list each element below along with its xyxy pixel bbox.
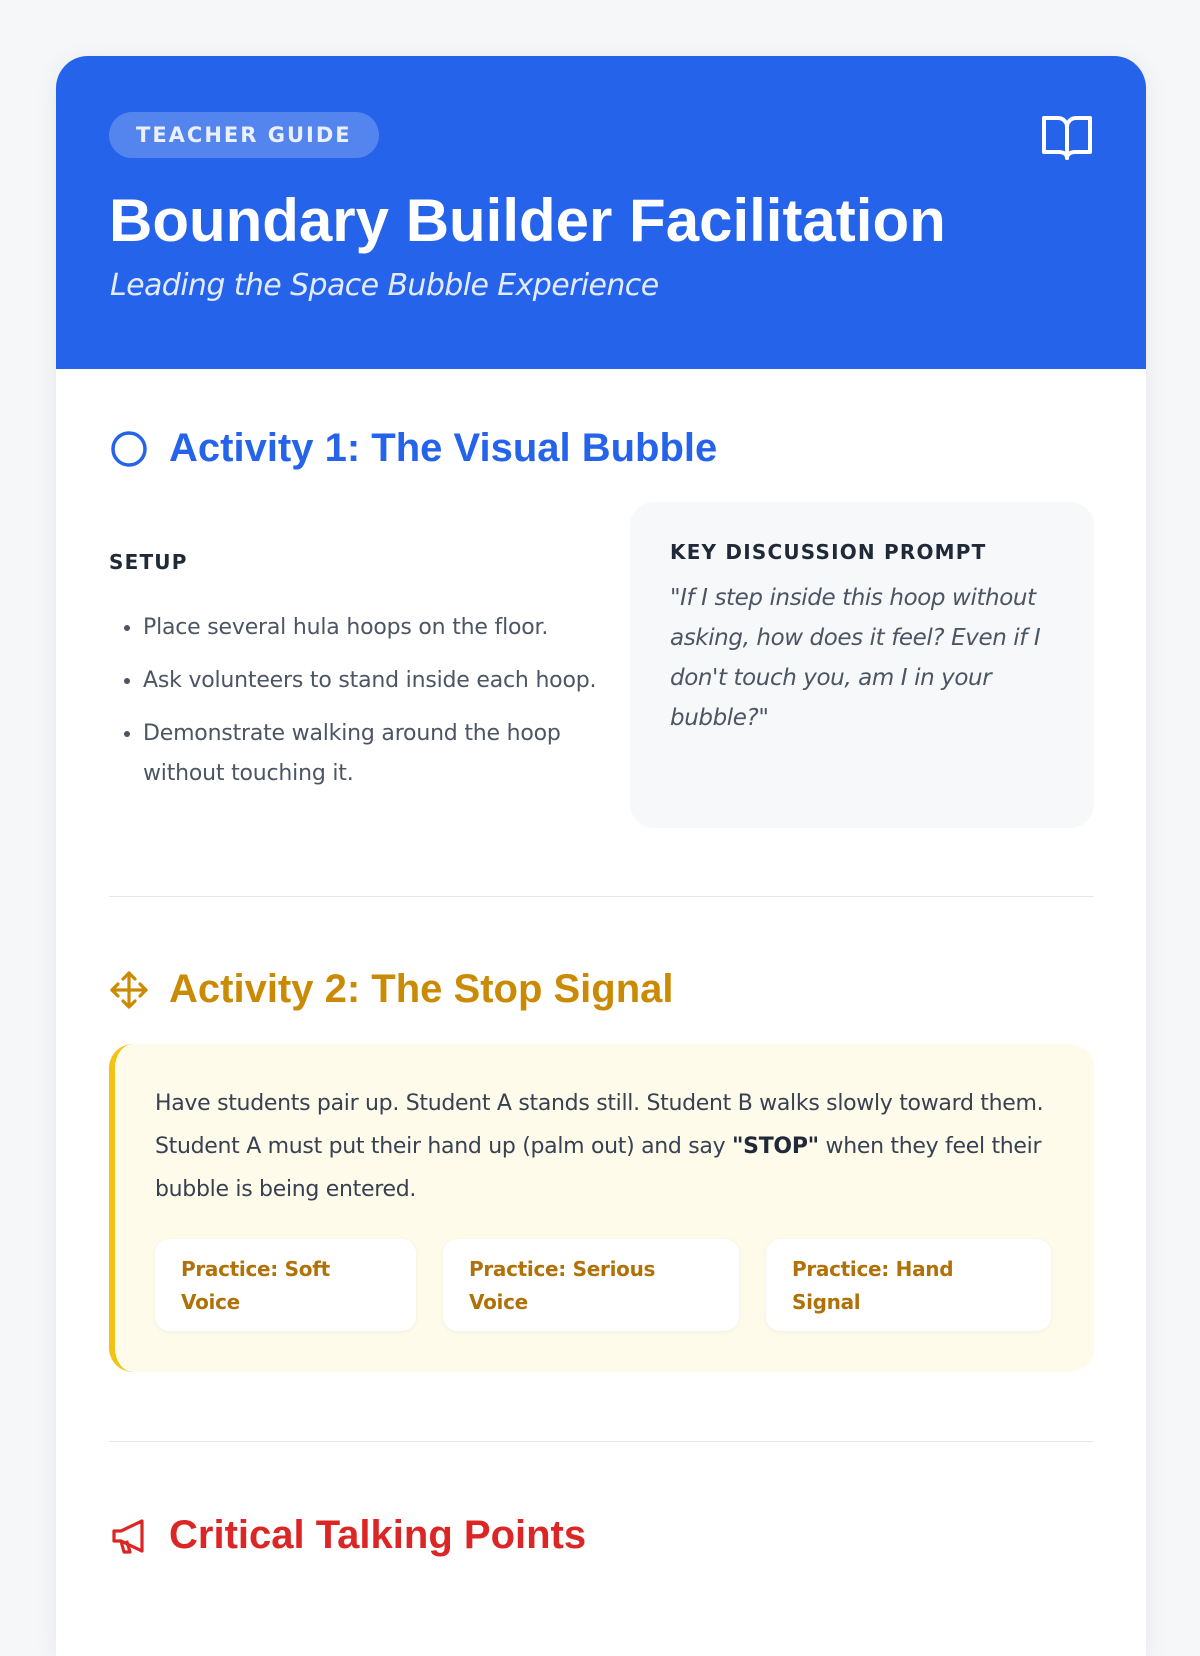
practice-serious-voice: Practice: Serious Voice bbox=[443, 1239, 739, 1331]
move-arrows-icon bbox=[109, 970, 149, 1010]
practice-soft-voice: Practice: Soft Voice bbox=[155, 1239, 416, 1331]
discussion-prompt-text: "If I step inside this hoop without asking, how does it feel? Even if I don't touch you, am I in your bubble?" bbox=[670, 585, 1041, 731]
page-subtitle: Leading the Space Bubble Experience bbox=[110, 268, 659, 303]
section-divider bbox=[109, 1441, 1094, 1442]
activity-2-title: Activity 2: The Stop Signal bbox=[169, 967, 674, 1011]
guide-header bbox=[56, 56, 1146, 369]
book-open-icon[interactable] bbox=[1040, 112, 1094, 162]
stop-signal-instructions bbox=[155, 1082, 1054, 1211]
activity-2-heading bbox=[109, 967, 674, 1012]
page-title: Boundary Builder Facilitation bbox=[109, 187, 946, 254]
teacher-guide-badge: TEACHER GUIDE bbox=[109, 112, 379, 158]
setup-list bbox=[109, 608, 613, 807]
setup-label: SETUP bbox=[109, 550, 188, 574]
list-item: • Ask volunteers to stand inside each hoop. bbox=[143, 661, 613, 701]
stop-word: "STOP" bbox=[732, 1134, 819, 1159]
stop-signal-box bbox=[109, 1044, 1094, 1372]
guide-card bbox=[56, 56, 1146, 1656]
circle-icon bbox=[109, 429, 149, 469]
megaphone-icon bbox=[109, 1516, 149, 1556]
list-item: • Place several hula hoops on the floor. bbox=[143, 608, 613, 648]
list-item: • Demonstrate walking around the hoop without touching it. bbox=[143, 714, 613, 794]
talking-points-heading bbox=[109, 1513, 586, 1558]
talking-points-title: Critical Talking Points bbox=[169, 1513, 587, 1557]
activity-1-title: Activity 1: The Visual Bubble bbox=[169, 426, 718, 470]
activity-1-heading bbox=[109, 426, 717, 471]
practice-hand-signal: Practice: Hand Signal bbox=[766, 1239, 1051, 1331]
discussion-prompt-label: KEY DISCUSSION PROMPT bbox=[670, 540, 987, 564]
section-divider bbox=[109, 896, 1094, 897]
discussion-prompt-box bbox=[630, 502, 1094, 828]
instructions-text: Have students pair up. Student A stands still. Student B walks slowly toward them. Student A must put their hand up (palm out) and say bbox=[155, 1091, 1044, 1159]
instructions-text: when they feel their bubble is being entered. bbox=[155, 1134, 1042, 1202]
